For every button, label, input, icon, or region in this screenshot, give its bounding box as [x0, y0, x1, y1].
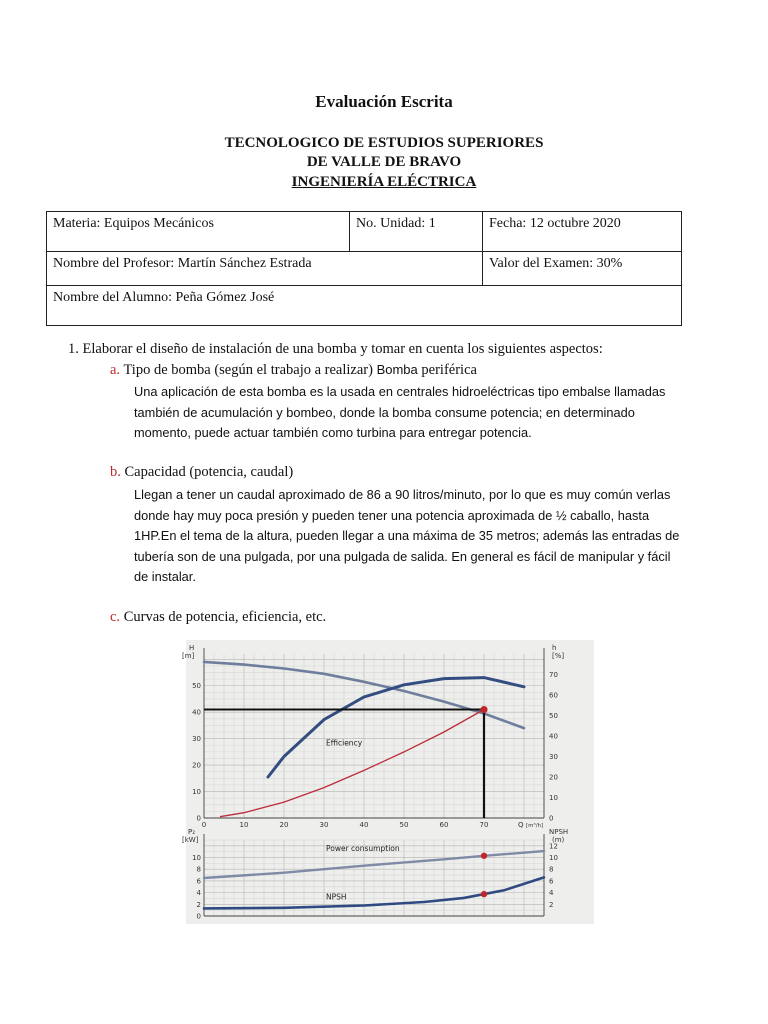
npsh-annotation: NPSH [326, 892, 347, 902]
power-consumption-annotation: Power consumption [326, 844, 400, 854]
materia-cell: Materia: Equipos Mecánicos [47, 212, 350, 252]
valor-cell: Valor del Examen: 30% [483, 252, 682, 286]
npsh-operating-marker [481, 891, 487, 897]
y-left-axis-title: H [189, 644, 195, 652]
y-left-tick-label: 0 [196, 814, 201, 823]
y-right-tick-label: 50 [549, 712, 558, 720]
item-b-answer-line: 1HP.En el tema de la altura, pueden llegar a una máxima de 35 metros; además las entradas de [134, 528, 680, 544]
y-left-tick-label: 20 [192, 761, 201, 770]
bottom-y-right-tick-label: 12 [549, 842, 558, 851]
bottom-y-right-tick-label: 8 [549, 865, 554, 874]
y-left-tick-label: 50 [192, 682, 201, 691]
item-a-answer [134, 382, 734, 444]
y-left-tick-label: 30 [192, 735, 201, 744]
unidad-cell: No. Unidad: 1 [350, 212, 483, 252]
institution-line-3: INGENIERÍA ELÉCTRICA [291, 174, 477, 190]
item-a-inline-bold: Bomba [376, 362, 418, 377]
bottom-y-right-axis-unit: (m) [552, 836, 565, 844]
bottom-y-left-tick-label: 4 [196, 889, 201, 898]
y-left-tick-label: 40 [192, 708, 201, 717]
item-c-heading [110, 609, 326, 626]
y-right-axis-unit: [%] [552, 652, 565, 660]
y-right-tick-label: 60 [549, 691, 558, 700]
bottom-y-left-axis-title: P₂ [188, 828, 196, 836]
item-a-letter: a. [110, 362, 121, 378]
item-a-inline: periférica [421, 362, 477, 378]
bottom-y-right-tick-label: 10 [549, 854, 558, 863]
y-left-axis-unit: [m] [182, 652, 195, 660]
item-c-letter: c. [110, 609, 121, 625]
x-axis-label: Q [518, 821, 524, 829]
profesor-cell: Nombre del Profesor: Martín Sánchez Estrada [47, 252, 483, 286]
x-tick-label: 40 [359, 821, 369, 829]
institution-line-2: DE VALLE DE BRAVO [306, 154, 462, 170]
item-b-answer-line: Llegan a tener un caudal aproximado de 86 a 90 litros/minuto, por lo que es muy común verlas [134, 487, 671, 502]
y-right-tick-label: 20 [549, 773, 558, 782]
item-b-answer-line: de instalar. [134, 569, 196, 585]
item-b-label: Capacidad (potencia, caudal) [124, 464, 294, 480]
document-title: Evaluación Escrita [315, 92, 453, 111]
institution-line-1: TECNOLOGICO DE ESTUDIOS SUPERIORES [224, 135, 544, 151]
x-axis-unit: [m³/h] [526, 823, 544, 829]
x-tick-label: 60 [439, 821, 449, 829]
bottom-y-left-tick-label: 6 [196, 877, 201, 886]
item-a-answer-line: también de acumulación y bombeo, donde la bomba consume potencia; en determinado [134, 404, 635, 420]
bottom-y-left-tick-label: 2 [196, 900, 201, 909]
efficiency-annotation: Efficiency [326, 738, 363, 748]
y-right-tick-label: 10 [549, 794, 558, 802]
x-tick-label: 20 [279, 821, 289, 829]
y-left-tick-label: 10 [192, 788, 201, 797]
operating-point-marker [480, 706, 487, 713]
bottom-y-left-tick-label: 10 [192, 854, 201, 863]
x-tick-label: 30 [319, 821, 329, 829]
bottom-y-left-tick-label: 0 [196, 912, 201, 921]
y-right-tick-label: 30 [549, 753, 558, 761]
bottom-y-left-tick-label: 8 [196, 865, 201, 874]
x-tick-label: 70 [479, 821, 489, 829]
item-a-answer-line: Una aplicación de esta bomba es la usada en centrales hidroeléctricas tipo embalse llamadas [134, 384, 666, 399]
item-a-label: Tipo de bomba (según el trabajo a realizar) [123, 362, 373, 378]
fecha-cell: Fecha: 12 octubre 2020 [483, 212, 682, 252]
item-c-label: Curvas de potencia, eficiencia, etc. [123, 609, 327, 625]
item-b-heading [110, 464, 293, 481]
question-1-text: 1. Elaborar el diseño de instalación de una bomba y tomar en cuenta los siguientes aspectos: [68, 341, 603, 357]
item-a-heading [110, 362, 477, 379]
x-tick-label: 0 [201, 821, 207, 829]
y-right-tick-label: 40 [549, 732, 558, 741]
exam-info-table [46, 211, 682, 326]
item-b-answer-line: tubería son de una pulgada, por una pulgada de salida. En general es fácil de manipular y fácil [134, 548, 671, 564]
power-operating-marker [481, 853, 487, 859]
item-b-answer [134, 485, 734, 588]
y-right-tick-label: 70 [549, 671, 558, 679]
x-tick-label: 10 [239, 821, 249, 829]
bottom-y-left-axis-unit: [kW] [182, 836, 199, 844]
bottom-y-right-tick-label: 6 [549, 877, 554, 886]
bottom-y-right-tick-label: 4 [549, 889, 554, 898]
y-right-tick-label: 0 [549, 814, 554, 823]
item-b-answer-line: donde hay muy poca presión y pueden tener una potencia aproximada de ½ caballo, hasta [134, 507, 650, 523]
bottom-y-right-axis-title: NPSH [549, 828, 569, 836]
bottom-y-right-tick-label: 2 [549, 900, 554, 909]
item-b-letter: b. [110, 464, 121, 480]
pump-curves-svg [182, 640, 594, 924]
alumno-cell: Nombre del Alumno: Peña Gómez José [47, 286, 682, 326]
y-right-axis-title: h [552, 644, 557, 652]
pump-curves-chart [182, 640, 594, 924]
item-a-answer-line: momento, puede actuar también como turbina para entregar potencia. [134, 425, 532, 441]
x-tick-label: 50 [399, 821, 409, 829]
